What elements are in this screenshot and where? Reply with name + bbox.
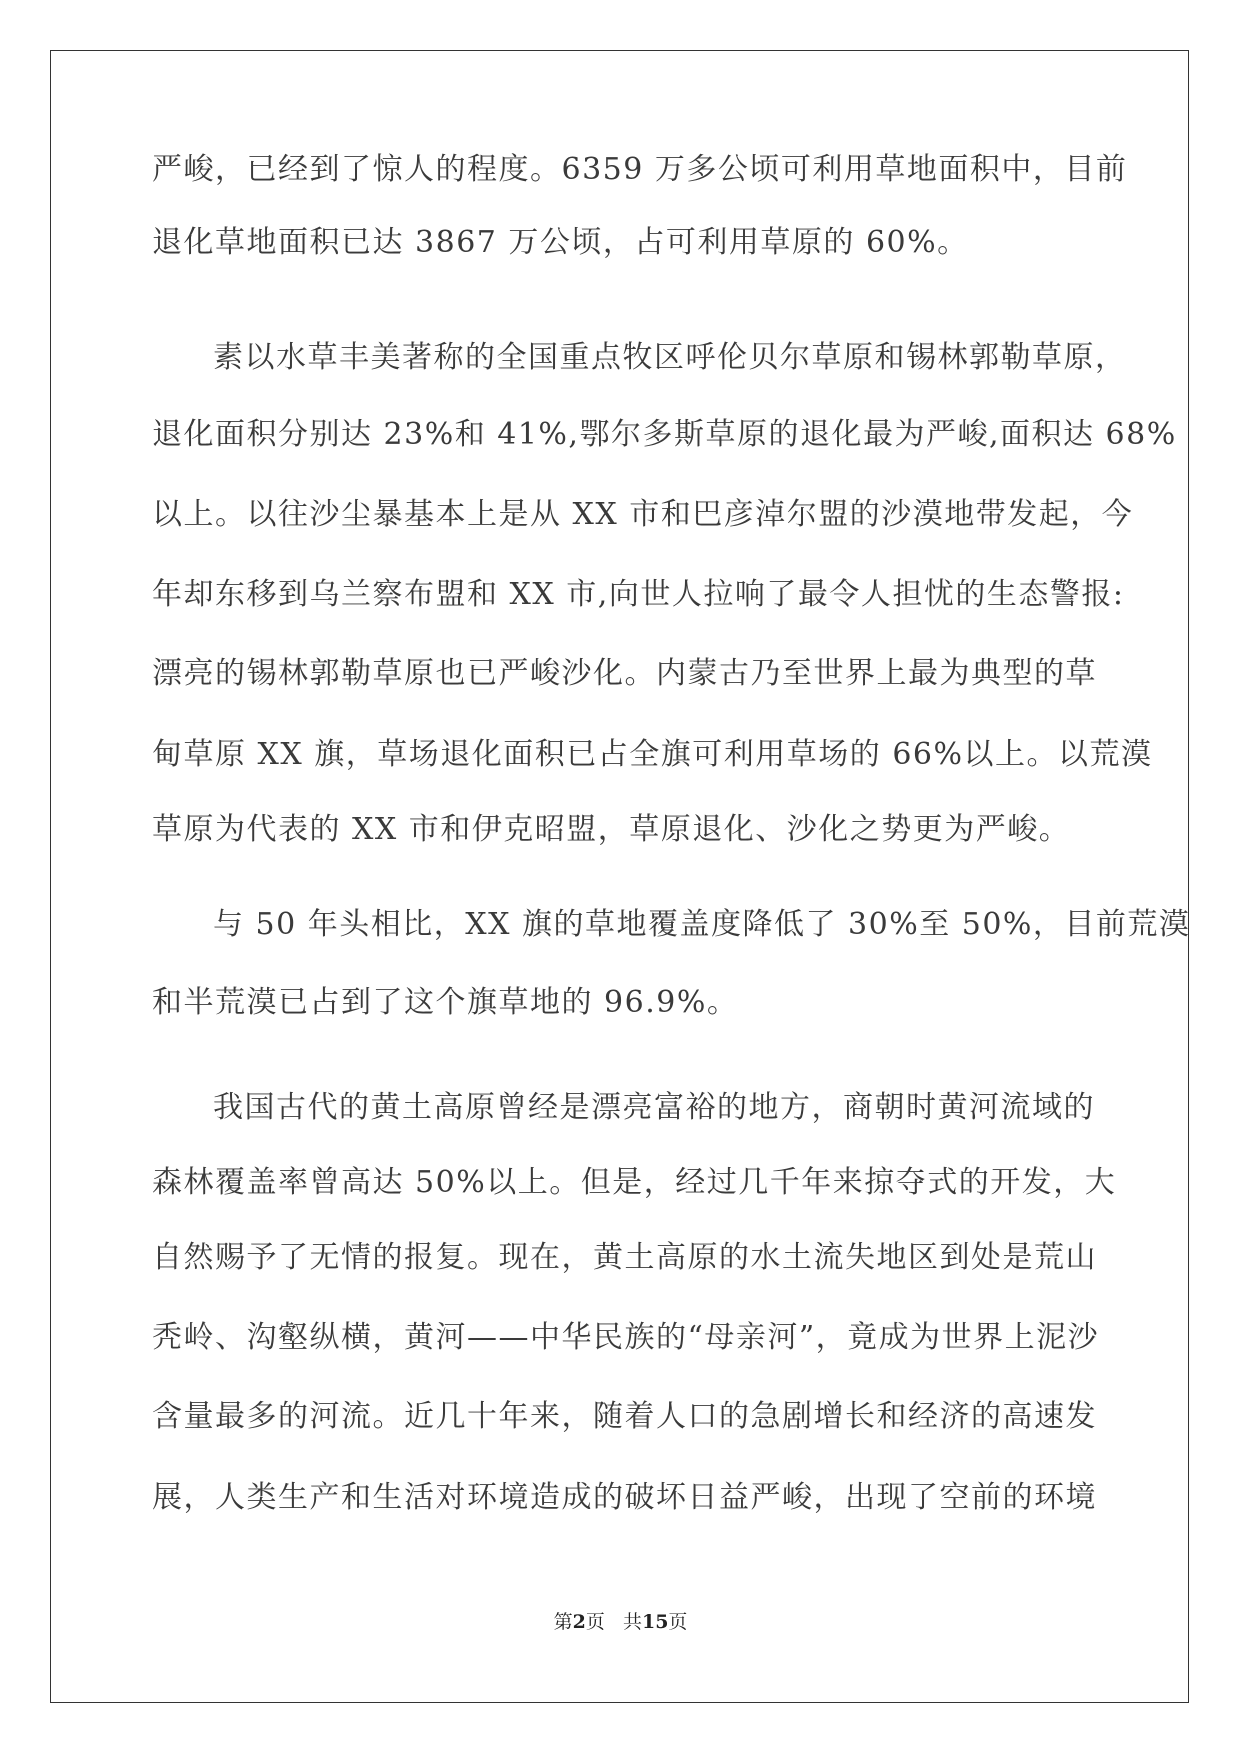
total-pages-number: 15 (641, 1611, 669, 1633)
paragraph-first-line: 素以水草丰美著称的全国重点牧区呼伦贝尔草原和锡林郭勒草原， (213, 340, 1127, 375)
text-line: 秃岭、沟壑纵横，黄河——中华民族的“母亲河”，竟成为世界上泥沙 (152, 1320, 1100, 1355)
text-line: 以上。以往沙尘暴基本上是从 XX 市和巴彦淖尔盟的沙漠地带发起，今 (152, 497, 1134, 532)
page-border (50, 50, 1189, 1703)
text-line: 年却东移到乌兰察布盟和 XX 市,向世人拉响了最令人担忧的生态警报: (152, 577, 1125, 612)
paragraph-first-line: 与 50 年头相比，XX 旗的草地覆盖度降低了 30%至 50%，目前荒漠 (213, 907, 1191, 942)
total-prefix: 共 (622, 1611, 642, 1633)
text-line: 退化草地面积已达 3867 万公顷，占可利用草原的 60%。 (152, 225, 969, 260)
current-page-number: 2 (572, 1611, 586, 1633)
paragraph-first-line: 我国古代的黄土高原曾经是漂亮富裕的地方，商朝时黄河流域的 (213, 1090, 1095, 1125)
text-line: 展，人类生产和生活对环境造成的破坏日益严峻，出现了空前的环境 (152, 1480, 1097, 1515)
text-line: 含量最多的河流。近几十年来，随着人口的急剧增长和经济的高速发 (152, 1399, 1097, 1434)
total-suffix: 页 (668, 1611, 688, 1633)
text-line: 甸草原 XX 旗，草场退化面积已占全旗可利用草场的 66%以上。以荒漠 (152, 737, 1153, 772)
text-line: 自然赐予了无情的报复。现在，黄土高原的水土流失地区到处是荒山 (152, 1240, 1097, 1275)
page-prefix: 第 (553, 1611, 573, 1633)
page-suffix: 页 (585, 1611, 605, 1633)
text-line: 森林覆盖率曾高达 50%以上。但是，经过几千年来掠夺式的开发，大 (152, 1165, 1117, 1200)
page-number-footer (0, 1610, 1241, 1634)
text-line: 漂亮的锡林郭勒草原也已严峻沙化。内蒙古乃至世界上最为典型的草 (152, 656, 1097, 691)
text-line: 退化面积分别达 23%和 41%,鄂尔多斯草原的退化最为严峻,面积达 68% (152, 417, 1177, 452)
text-line: 严峻，已经到了惊人的程度。6359 万多公顷可利用草地面积中，目前 (152, 152, 1128, 187)
text-line: 草原为代表的 XX 市和伊克昭盟，草原退化、沙化之势更为严峻。 (152, 812, 1071, 847)
text-line: 和半荒漠已占到了这个旗草地的 96.9%。 (152, 985, 739, 1020)
